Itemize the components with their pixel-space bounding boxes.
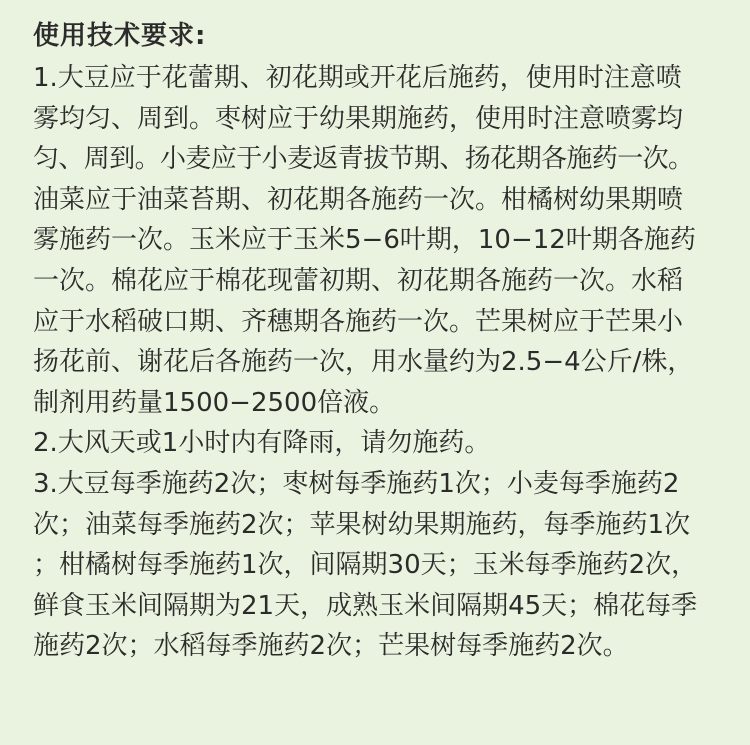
text-line: 应于水稻破口期、齐穗期各施药一次。芒果树应于芒果小 bbox=[33, 306, 684, 337]
text-line: 次；油菜每季施药2次；苹果树幼果期施药，每季施药1次 bbox=[33, 509, 691, 540]
text-line: 雾施药一次。玉米应于玉米5−6叶期，10−12叶期各施药 bbox=[33, 225, 696, 256]
text-line: 2.大风天或1小时内有降雨，请勿施药。 bbox=[33, 428, 491, 459]
text-line: 雾均匀、周到。枣树应于幼果期施药，使用时注意喷雾均 bbox=[33, 103, 684, 134]
text-line: 鲜食玉米间隔期为21天，成熟玉米间隔期45天；棉花每季 bbox=[33, 590, 698, 621]
text-line: 油菜应于油菜苔期、初花期各施药一次。柑橘树幼果期喷 bbox=[33, 184, 684, 215]
text-line: 制剂用药量1500−2500倍液。 bbox=[33, 387, 396, 418]
text-line: 一次。棉花应于棉花现蕾初期、初花期各施药一次。水稻 bbox=[33, 265, 684, 296]
text-line: 1.大豆应于花蕾期、初花期或开花后施药，使用时注意喷 bbox=[33, 63, 682, 93]
text-line: 扬花前、谢花后各施药一次，用水量约为2.5−4公斤/株， bbox=[33, 347, 694, 378]
text-line: 3.大豆每季施药2次；枣树每季施药1次；小麦每季施药2 bbox=[33, 468, 680, 499]
text-line: 施药2次；水稻每季施药2次；芒果树每季施药2次。 bbox=[33, 631, 629, 662]
text-line: ；柑橘树每季施药1次，间隔期30天；玉米每季施药2次， bbox=[33, 550, 698, 581]
document-body bbox=[33, 58, 732, 667]
text-line: 匀、周到。小麦应于小麦返青拔节期、扬花期各施药一次。 bbox=[33, 144, 694, 175]
document-heading: 使用技术要求: bbox=[33, 21, 207, 51]
